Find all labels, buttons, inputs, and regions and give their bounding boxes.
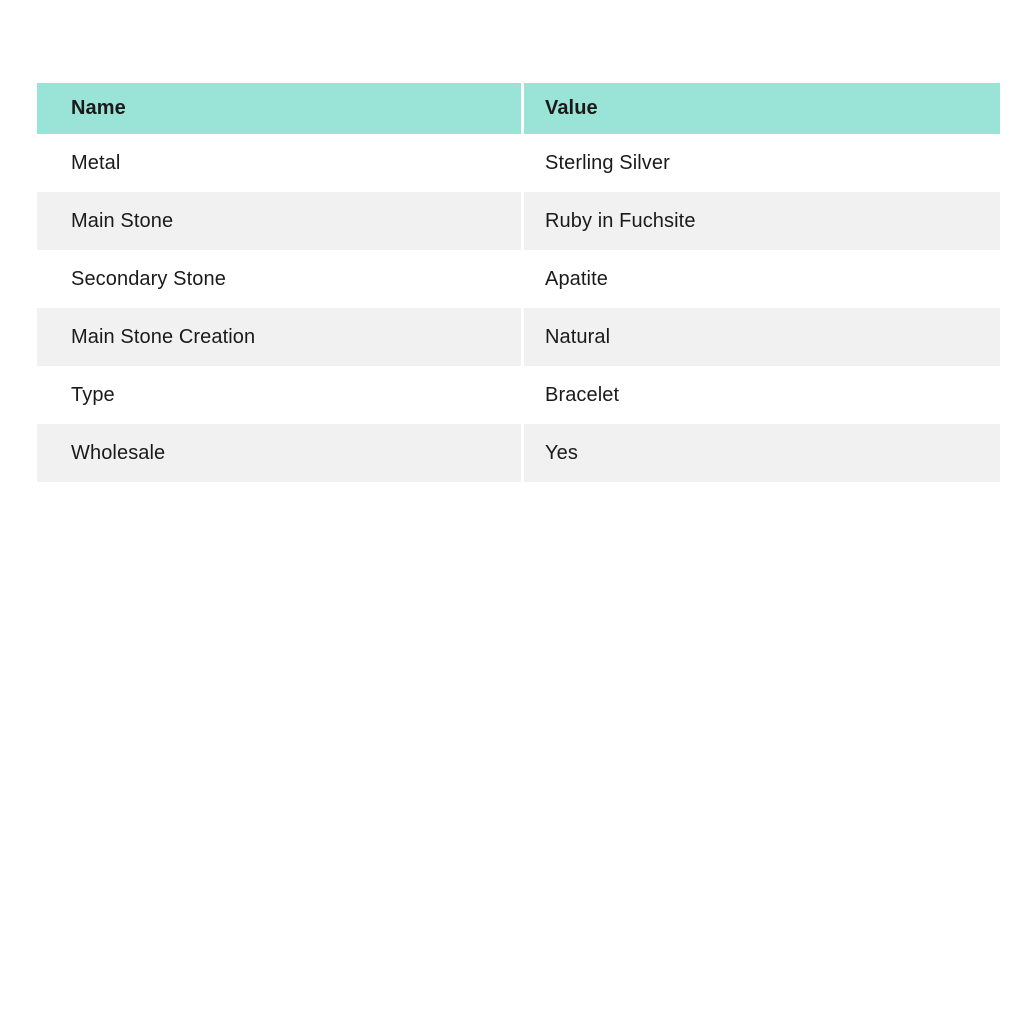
column-header-value: Value <box>524 83 1000 134</box>
attribute-name-cell: Type <box>37 366 521 424</box>
attribute-name-cell: Main Stone Creation <box>37 308 521 366</box>
attribute-value-cell: Apatite <box>524 250 1000 308</box>
column-header-name: Name <box>37 83 521 134</box>
table-row <box>37 366 1000 424</box>
attribute-value-cell: Ruby in Fuchsite <box>524 192 1000 250</box>
attribute-name-cell: Metal <box>37 134 521 192</box>
attribute-name-cell: Main Stone <box>37 192 521 250</box>
table-row <box>37 134 1000 192</box>
attribute-value-cell: Sterling Silver <box>524 134 1000 192</box>
attributes-table <box>37 83 1000 482</box>
table-row <box>37 424 1000 482</box>
attribute-name-cell: Wholesale <box>37 424 521 482</box>
table-row <box>37 192 1000 250</box>
table-row <box>37 250 1000 308</box>
attribute-value-cell: Natural <box>524 308 1000 366</box>
attribute-name-cell: Secondary Stone <box>37 250 521 308</box>
attribute-value-cell: Bracelet <box>524 366 1000 424</box>
attribute-value-cell: Yes <box>524 424 1000 482</box>
table-header-row <box>37 83 1000 134</box>
table-row <box>37 308 1000 366</box>
